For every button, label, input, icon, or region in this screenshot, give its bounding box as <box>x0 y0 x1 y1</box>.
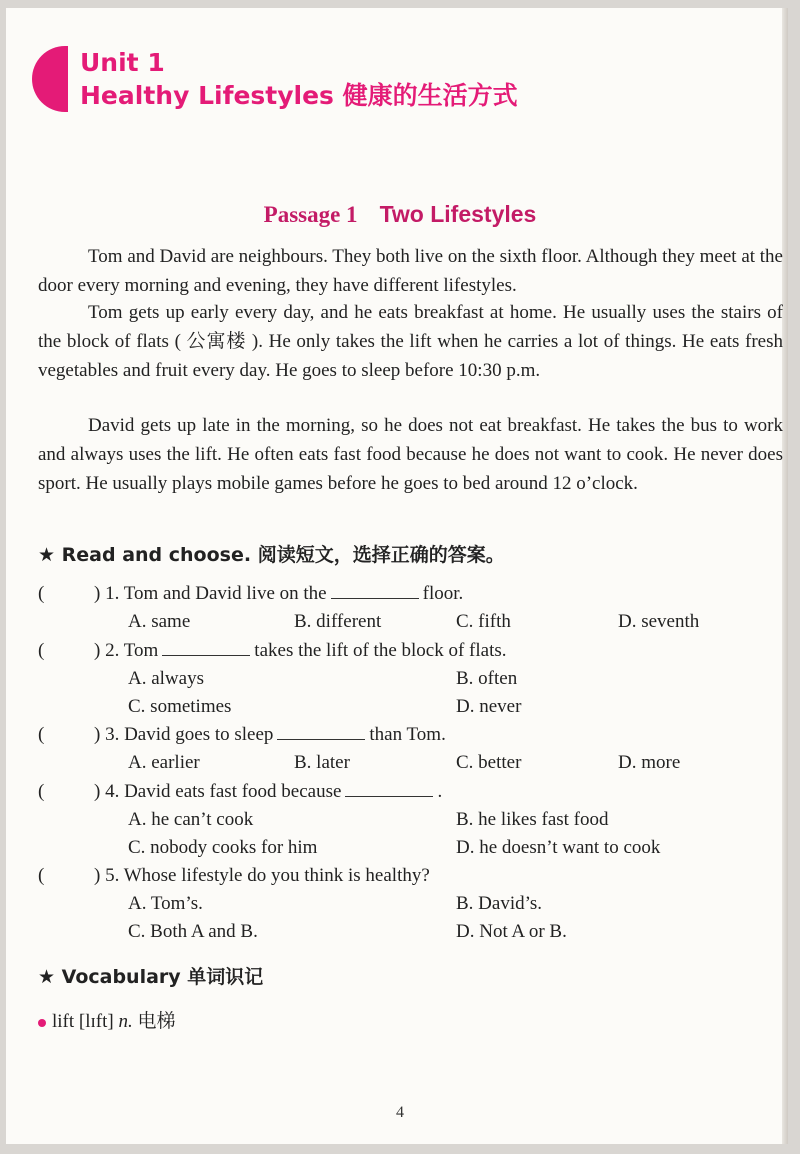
answer-blank <box>162 641 250 656</box>
vocab-meaning: 电梯 <box>137 1011 176 1032</box>
question-3: ( ) 3. David goes to sleep than Tom. <box>38 724 446 745</box>
q5-option-b: B. David’s. <box>456 893 543 914</box>
q4-option-a: A. he can’t cook <box>128 809 254 830</box>
unit-title <box>80 46 518 112</box>
passage-number: Passage 1 <box>263 202 358 227</box>
q1-option-b: B. different <box>294 611 382 632</box>
q1-option-c: C. fifth <box>456 611 511 632</box>
q1-option-a: A. same <box>128 611 191 632</box>
question-4: ( ) 4. David eats fast food because . <box>38 781 443 802</box>
q2-option-b: B. often <box>456 668 518 689</box>
q1-option-d: D. seventh <box>618 611 700 632</box>
q2-option-d: D. never <box>456 696 522 717</box>
q4-option-c: C. nobody cooks for him <box>128 837 318 858</box>
exercise-heading: ★ Read and choose. 阅读短文，选择正确的答案。 <box>38 544 505 566</box>
answer-blank <box>345 782 433 797</box>
vocab-pos: n. <box>118 1011 133 1032</box>
q5-option-a: A. Tom’s. <box>128 893 203 914</box>
q3-option-b: B. later <box>294 752 350 773</box>
q4-option-d: D. he doesn’t want to cook <box>456 837 661 858</box>
unit-name: Healthy Lifestyles 健康的生活方式 <box>80 81 518 110</box>
unit-number: Unit 1 <box>80 48 165 77</box>
question-5: ( ) 5. Whose lifestyle do you think is healthy? <box>38 865 430 886</box>
passage-name: Two Lifestyles <box>379 201 537 227</box>
q5-option-d: D. Not A or B. <box>456 921 567 942</box>
question-2: ( ) 2. Tom takes the lift of the block of flats. <box>38 640 507 661</box>
passage-paragraph-1: Tom and David are neighbours. They both live on the sixth floor. Although they meet at the door every morning and evening, they have different lifestyles. <box>38 246 783 296</box>
vocab-word: lift <box>52 1011 75 1032</box>
question-1: ( ) 1. Tom and David live on the floor. <box>38 583 464 604</box>
passage-paragraph-3: David gets up late in the morning, so he does not eat breakfast. He takes the bus to work and always uses the lift. He often eats fast food because he does not want to cook. He never does sport. He usually plays mobile games before he goes to bed around 12 o’clock. <box>38 415 783 494</box>
q4-option-b: B. he likes fast food <box>456 809 609 830</box>
q2-option-c: C. sometimes <box>128 696 232 717</box>
passage-title <box>0 201 800 228</box>
page-number: 4 <box>396 1104 404 1121</box>
page-edge <box>782 8 788 1144</box>
vocab-phonetic: [lɪft] <box>78 1011 114 1032</box>
bullet-icon <box>38 1019 46 1027</box>
q3-option-d: D. more <box>618 752 681 773</box>
passage-paragraph-2: Tom gets up early every day, and he eats breakfast at home. He usually uses the stairs of the block of flats ( 公寓楼 ). He only takes the lift when he carries a lot of things. He eats fresh vegetables and fruit every day. He goes to sleep before 10:30 p.m. <box>38 302 783 381</box>
q5-option-c: C. Both A and B. <box>128 921 258 942</box>
q3-option-a: A. earlier <box>128 752 200 773</box>
q3-option-c: C. better <box>456 752 522 773</box>
q2-option-a: A. always <box>128 668 204 689</box>
vocabulary-entry <box>38 1006 176 1033</box>
answer-blank <box>277 725 365 740</box>
vocabulary-heading: ★ Vocabulary 单词识记 <box>38 966 264 988</box>
answer-blank <box>331 584 419 599</box>
